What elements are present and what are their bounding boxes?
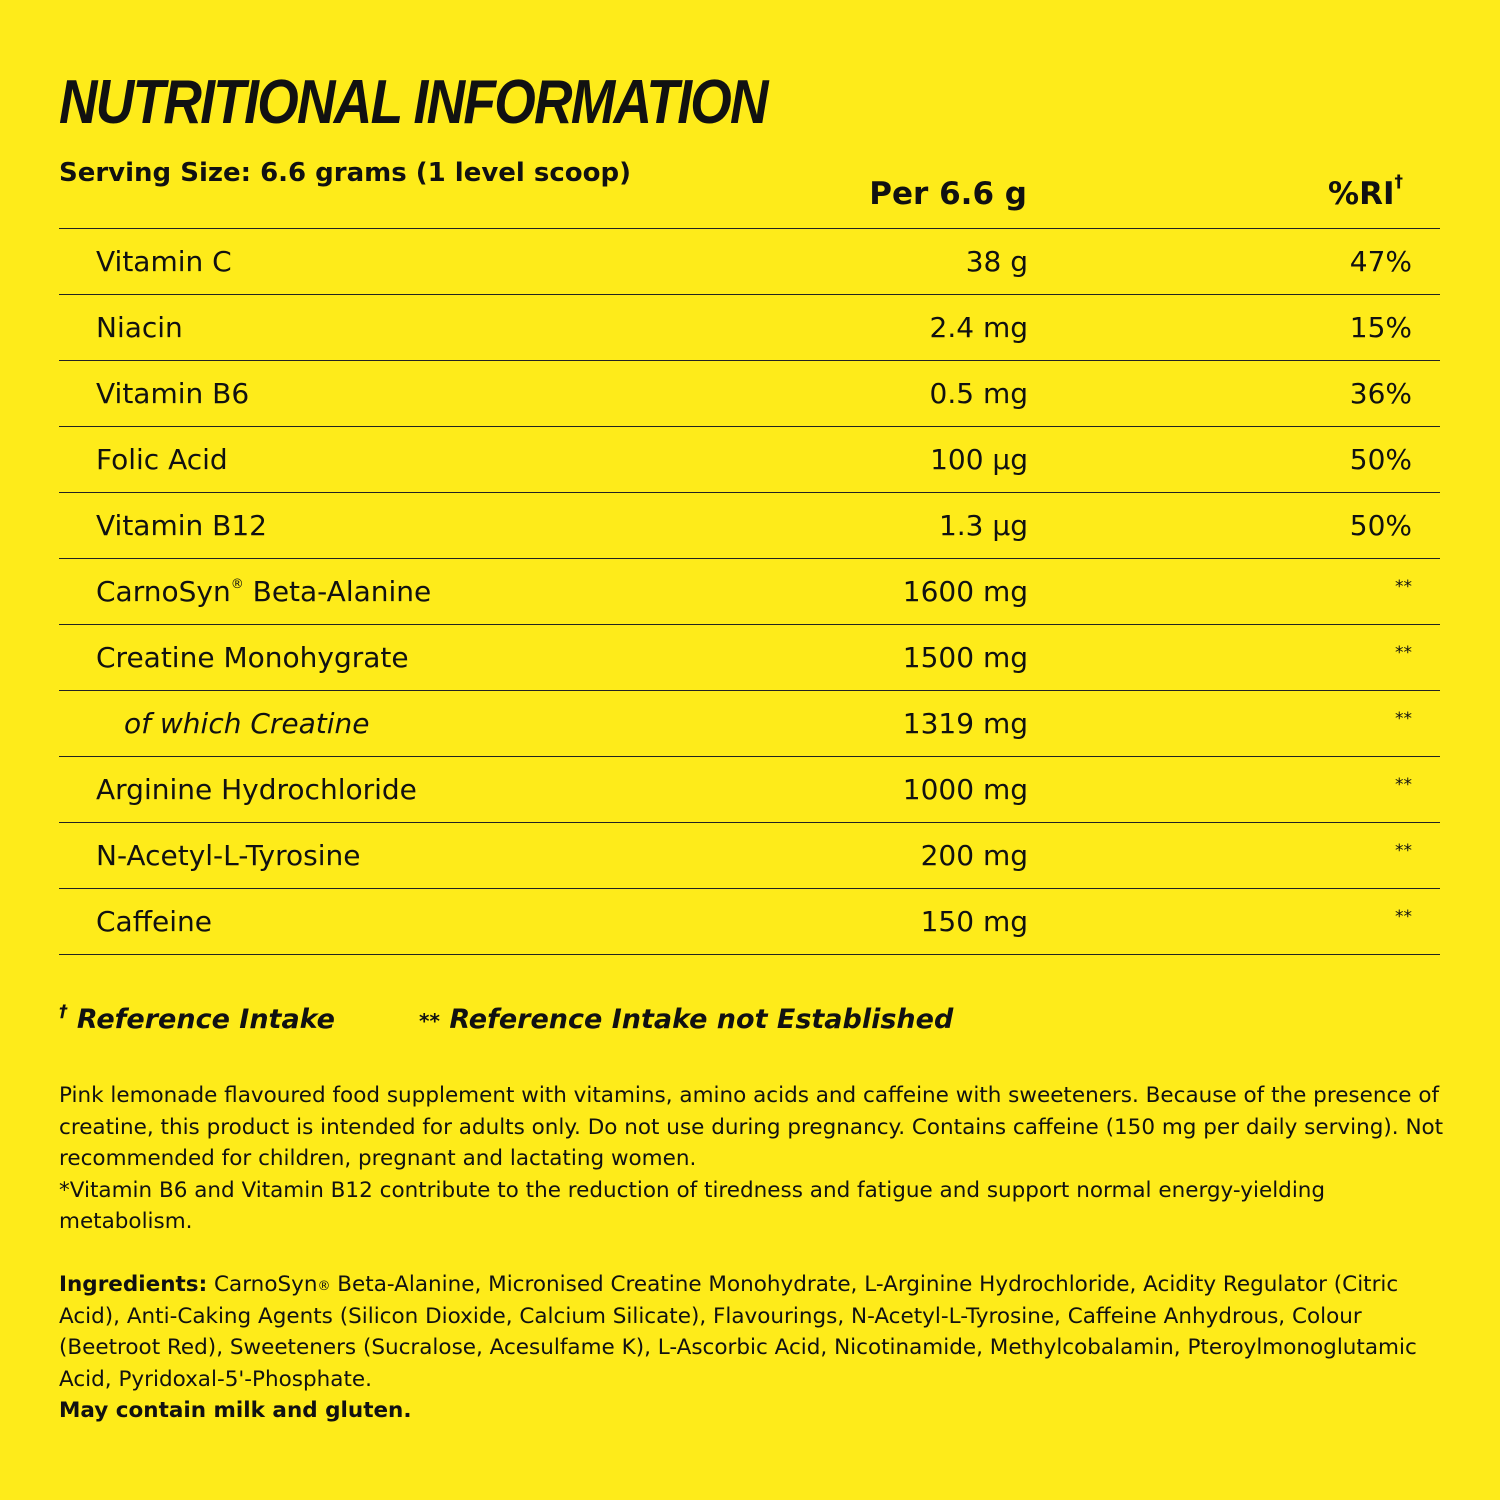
footnote-not-established [419,1004,953,1035]
table-row [59,757,1440,823]
nutrient-ri: 36% [1349,377,1412,410]
registered-mark: ® [317,1279,331,1294]
nutrient-ri: ** [1395,907,1412,927]
nutrient-amount: 1500 mg [902,641,1028,674]
description-text: Pink lemonade flavoured food supplement with vitamins, amino acids and caffeine with sweeteners. Because of the presence of creatine, this product is intended for adults only. Do not use during pregnancy. Contains caffeine (150 mg per daily serving). Not recommended for children, pregnant and lactating women. [59,1083,1444,1172]
nutrient-amount: 38 g [965,245,1028,278]
nutrient-name: N-Acetyl-L-Tyrosine [96,839,361,872]
footnote-text: Reference Intake not Established [439,1004,954,1035]
brand-name: CarnoSyn [96,575,231,608]
page-title: NUTRITIONAL INFORMATION [59,68,767,137]
table-row [59,691,1440,757]
nutrient-amount: 1.3 µg [938,509,1028,542]
nutrient-ri: 50% [1349,443,1412,476]
nutrient-name: Folic Acid [96,443,228,476]
ingredients-block [59,1269,1444,1427]
footnote-reference-intake [59,1004,335,1035]
nutrient-amount: 150 mg [920,905,1028,938]
nutrient-amount: 1000 mg [902,773,1028,806]
nutrient-name: of which Creatine [124,707,370,740]
ingredients-text-b: Beta-Alanine, Micronised Creatine Monohydrate, L-Arginine Hydrochloride, Acidity Regulator (Citric Acid), Anti-Caking Agents (Silicon Dioxide, Calcium Silicate), Flavourings, N-Acetyl-L-Tyrosine, Caffeine Anhydrous, Colour (Beetroot Red), Sweeteners (Sucralose, Acesulfame K), L-Ascorbic Acid, Nicotinamide, Methylcobalamin, Pteroylmonoglutamic Acid, Pyridoxal-5'-Phosphate. [59,1272,1417,1392]
nutrient-amount: 1600 mg [902,575,1028,608]
nutrient-ri: ** [1395,841,1412,861]
stars-mark: ** [419,1009,440,1033]
column-header-per-serving: Per 6.6 g [869,176,1027,212]
nutrient-name-suffix: Beta-Alanine [243,575,432,608]
nutrient-name: Arginine Hydrochloride [96,773,417,806]
nutrient-amount: 2.4 mg [929,311,1028,344]
nutrient-name: Vitamin B12 [96,509,267,542]
nutrient-name: Caffeine [96,905,212,938]
table-row [59,559,1440,625]
dagger-mark: † [59,1002,68,1022]
serving-size: Serving Size: 6.6 grams (1 level scoop) [59,158,631,188]
nutrient-ri: ** [1395,643,1412,663]
nutrient-ri: 47% [1349,245,1412,278]
nutrient-ri: 50% [1349,509,1412,542]
nutrient-name [96,575,432,608]
table-row [59,493,1440,559]
table-row [59,361,1440,427]
dagger-mark: † [1394,172,1403,192]
nutrient-name: Niacin [96,311,183,344]
nutrient-amount: 0.5 mg [929,377,1028,410]
table-row [59,229,1440,295]
ri-label: %RI [1328,176,1395,212]
ingredients-label: Ingredients: [59,1272,208,1297]
product-description [59,1080,1444,1238]
table-row [59,625,1440,691]
table-row [59,427,1440,493]
registered-mark: ® [230,577,244,592]
health-claim: *Vitamin B6 and Vitamin B12 contribute to the reduction of tiredness and fatigue and support normal energy-yielding metabolism. [59,1177,1326,1235]
allergen-warning: May contain milk and gluten. [59,1398,412,1424]
nutrient-ri: ** [1395,577,1412,597]
nutrient-ri: ** [1395,775,1412,795]
nutrient-amount: 1319 mg [902,707,1028,740]
nutrient-ri: 15% [1349,311,1412,344]
footnote-text: Reference Intake [67,1004,335,1035]
nutrition-table [59,228,1440,955]
table-row [59,823,1440,889]
nutrient-name: Creatine Monohygrate [96,641,409,674]
ingredients-text-a: CarnoSyn [207,1272,318,1297]
nutrient-amount: 100 µg [930,443,1028,476]
table-row [59,295,1440,361]
nutrient-name: Vitamin C [96,245,232,278]
table-row [59,889,1440,955]
nutrient-ri: ** [1395,709,1412,729]
nutrient-amount: 200 mg [920,839,1028,872]
nutrient-name: Vitamin B6 [96,377,250,410]
column-header-ri [1328,172,1403,212]
